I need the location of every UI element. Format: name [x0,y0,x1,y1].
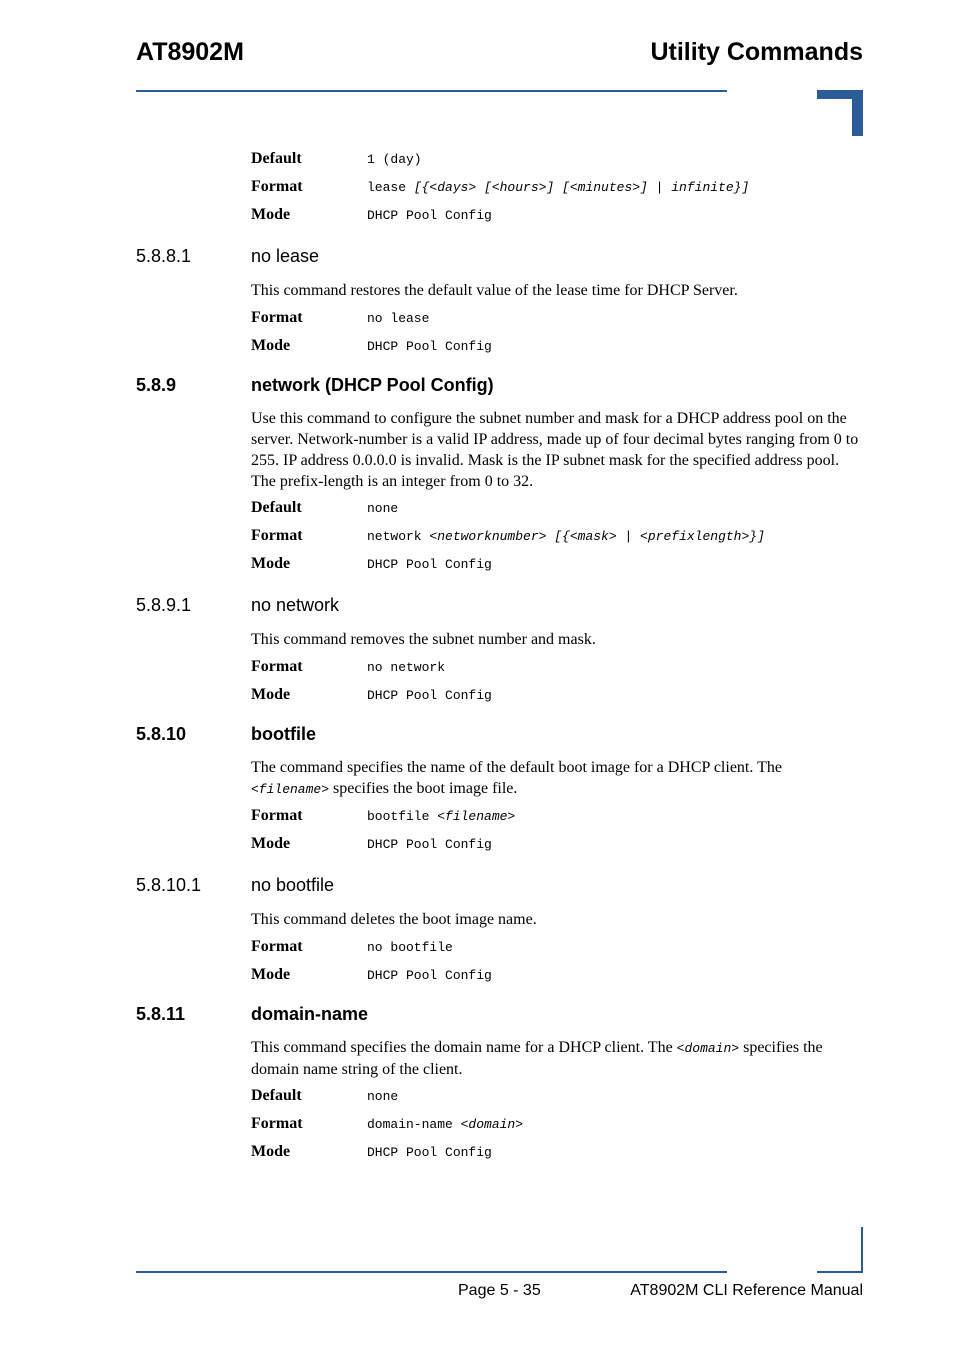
mode-value: DHCP Pool Config [367,968,492,983]
format-arguments: <domain> [460,1117,524,1132]
mode-row [251,1143,863,1171]
mode-label: Mode [251,206,291,223]
mode-value: DHCP Pool Config [367,339,492,354]
mode-label: Mode [251,966,291,983]
mode-row [251,555,863,583]
format-value: no lease [367,311,430,326]
section-title: network (DHCP Pool Config) [251,375,494,395]
mode-row [251,966,863,994]
mode-row [251,206,863,234]
mode-value: DHCP Pool Config [367,688,492,703]
format-label: Format [251,807,303,824]
inline-code: <filename> [251,782,330,797]
format-label: Format [251,938,303,955]
section-number: 5.8.10 [136,724,187,744]
format-value: no network [367,660,446,675]
format-arguments: <filename> [437,809,516,824]
footer-corner-mark [817,1227,863,1273]
format-label: Format [251,1115,303,1132]
section-title: no network [251,595,340,615]
format-command: network [367,529,430,544]
footer-manual-title: AT8902M CLI Reference Manual [630,1282,863,1299]
section-description: The command specifies the name of the default boot image for a DHCP client. The <filename> specifies the boot image file. [251,759,782,797]
header-chapter: Utility Commands [650,38,863,66]
default-row [251,499,863,527]
section-description: This command restores the default value of the lease time for DHCP Server. [251,282,738,299]
format-arguments: [{<days> [<hours>] [<minutes>] | infinite}] [413,180,750,195]
header-corner-mark [817,90,863,136]
section-title: bootfile [251,724,316,744]
footer-rule [136,1271,727,1273]
mode-row [251,835,863,863]
section-description: This command deletes the boot image name. [251,911,537,928]
section-heading [136,873,863,897]
section-description: This command removes the subnet number and mask. [251,631,596,648]
format-command: bootfile [367,809,438,824]
mode-value: DHCP Pool Config [367,208,492,223]
format-row [251,807,863,835]
default-label: Default [251,1087,302,1104]
mode-value: DHCP Pool Config [367,1145,492,1160]
format-label: Format [251,309,303,326]
section-number: 5.8.9.1 [136,595,192,615]
mode-label: Mode [251,337,291,354]
section-description: This command specifies the domain name for a DHCP client. The <domain> specifies the domain name string of the client. [251,1039,823,1078]
section-title: domain-name [251,1004,369,1024]
mode-row [251,686,863,714]
format-label: Format [251,527,303,544]
section-heading [136,722,863,746]
section-heading [136,593,863,617]
section-title: no bootfile [251,875,335,895]
default-label: Default [251,499,302,516]
default-row [251,1087,863,1115]
section-number: 5.8.11 [136,1004,186,1024]
section-heading [136,1002,863,1026]
section-description: Use this command to configure the subnet number and mask for a DHCP address pool on the server. Network-number is a valid IP address, made up of four decimal bytes ranging from 0 to 255. IP address 0.0.0.0 is invalid. Mask is the IP subnet mask for the specified address pool. The prefix-length is an integer from 0 to 32. [251,410,859,490]
format-row [251,1115,863,1143]
default-value: 1 (day) [367,152,422,167]
section-heading [136,244,863,268]
format-row [251,527,863,555]
format-command: lease [367,180,414,195]
section-number: 5.8.10.1 [136,875,202,895]
default-row [251,150,863,178]
format-row [251,938,863,966]
mode-row [251,337,863,365]
section-heading [136,373,863,397]
header-rule [136,90,727,92]
format-label: Format [251,178,303,195]
page-content [136,150,863,1171]
mode-label: Mode [251,835,291,852]
format-row [251,178,863,206]
mode-value: DHCP Pool Config [367,837,492,852]
inline-code: <domain> [676,1041,740,1056]
format-row [251,309,863,337]
section-number: 5.8.9 [136,375,177,395]
format-label: Format [251,658,303,675]
header-product: AT8902M [136,38,244,66]
default-label: Default [251,150,302,167]
mode-label: Mode [251,555,291,572]
section-title: no lease [251,246,320,266]
format-row [251,658,863,686]
default-value: none [367,1089,399,1104]
mode-value: DHCP Pool Config [367,557,492,572]
format-command: domain-name [367,1117,461,1132]
mode-label: Mode [251,1143,291,1160]
footer-page-number: Page 5 - 35 [458,1282,541,1299]
format-value: no bootfile [367,940,453,955]
mode-label: Mode [251,686,291,703]
format-arguments: <networknumber> [{<mask> | <prefixlength>}] [429,529,765,544]
default-value: none [367,501,399,516]
section-number: 5.8.8.1 [136,246,192,266]
